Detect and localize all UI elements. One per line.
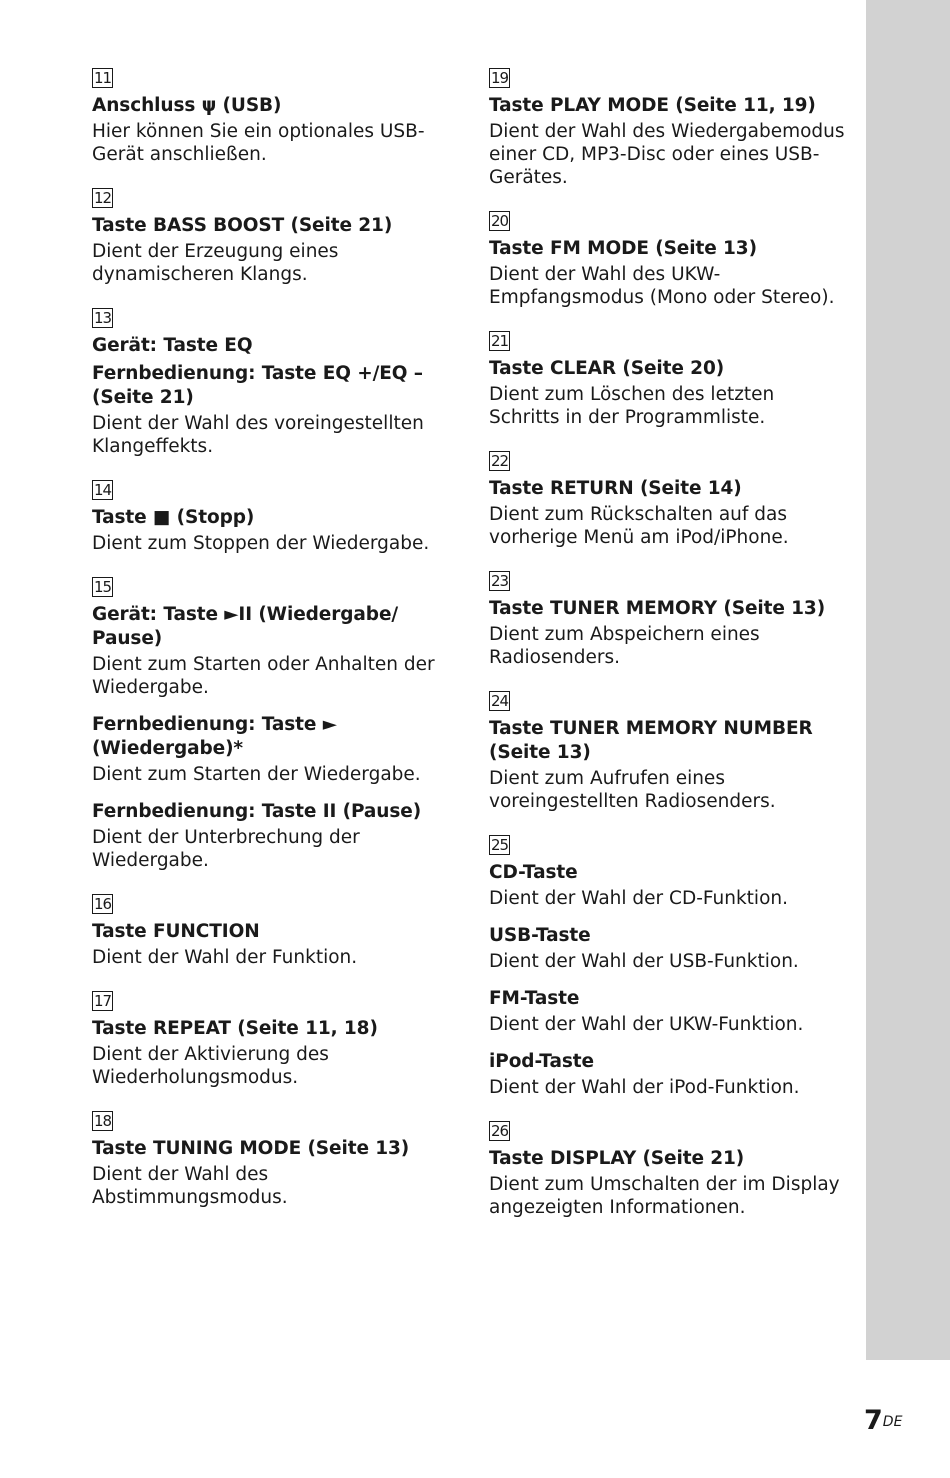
- item-description: Dient der Wahl des Abstimmungsmodus.: [92, 1164, 288, 1208]
- item-heading: Anschluss ψ (USB): [92, 95, 282, 116]
- item-heading: Taste CLEAR (Seite 20): [489, 358, 725, 379]
- item-number-box: 14: [94, 481, 112, 499]
- item-number-box: 19: [491, 69, 509, 87]
- item-description: Dient der Wahl des voreingestellten Klangeffekts.: [92, 413, 424, 457]
- item-11: [92, 68, 437, 166]
- item-number-box: 20: [491, 212, 509, 230]
- item-18: [92, 1111, 437, 1209]
- item-23: [489, 571, 849, 669]
- item-heading: Taste REPEAT (Seite 11, 18): [92, 1018, 378, 1039]
- item-16: [92, 894, 437, 969]
- item-description: Dient zum Starten der Wiedergabe.: [92, 764, 421, 785]
- item-heading: Fernbedienung: Taste II (Pause): [92, 801, 422, 822]
- item-description: Dient der Erzeugung eines dynamischeren Klangs.: [92, 241, 339, 285]
- item-heading: Taste TUNING MODE (Seite 13): [92, 1138, 410, 1159]
- item-description: Dient zum Aufrufen eines voreingestellten Radiosenders.: [489, 768, 776, 812]
- item-21: [489, 331, 849, 429]
- item-number-box: 23: [491, 572, 509, 590]
- item-description: Dient der Wahl des UKW-Empfangsmodus (Mono oder Stereo).: [489, 264, 835, 308]
- right-column: [489, 68, 849, 1241]
- item-number-box: 15: [94, 578, 112, 596]
- item-25: [489, 835, 849, 1099]
- item-description: Dient der Wahl der Funktion.: [92, 947, 358, 968]
- item-number-box: 16: [94, 895, 112, 913]
- item-24: [489, 691, 849, 813]
- item-description: Dient der Unterbrechung der Wiedergabe.: [92, 827, 360, 871]
- item-heading: CD-Taste: [489, 862, 578, 883]
- page-language: DE: [882, 1414, 903, 1430]
- item-number-box: 13: [94, 309, 112, 327]
- page-number-value: 7: [864, 1405, 883, 1436]
- item-heading: Taste TUNER MEMORY NUMBER (Seite 13): [489, 718, 813, 763]
- item-description: Dient zum Rückschalten auf das vorherige Menü am iPod/iPhone.: [489, 504, 789, 548]
- item-13: [92, 308, 437, 458]
- item-heading: USB-Taste: [489, 925, 591, 946]
- item-description: Dient der Wahl der UKW-Funktion.: [489, 1014, 804, 1035]
- page-number: [864, 1406, 902, 1436]
- item-12: [92, 188, 437, 286]
- item-14: [92, 480, 437, 555]
- item-heading: Fernbedienung: Taste EQ +/EQ – (Seite 21): [92, 363, 423, 408]
- item-heading: Taste ■ (Stopp): [92, 507, 255, 528]
- item-15: [92, 577, 437, 872]
- item-description: Dient der Wahl der CD-Funktion.: [489, 888, 788, 909]
- item-description: Dient der Wahl der iPod-Funktion.: [489, 1077, 800, 1098]
- item-22: [489, 451, 849, 549]
- item-heading: Taste FM MODE (Seite 13): [489, 238, 757, 259]
- item-heading: Fernbedienung: Taste ► (Wiedergabe)*: [92, 714, 337, 759]
- item-number-box: 11: [94, 69, 112, 87]
- item-number-box: 26: [491, 1122, 509, 1140]
- item-description: Dient der Aktivierung des Wiederholungsmodus.: [92, 1044, 329, 1088]
- item-description: Dient zum Abspeichern eines Radiosenders.: [489, 624, 760, 668]
- item-17: [92, 991, 437, 1089]
- item-heading: Taste DISPLAY (Seite 21): [489, 1148, 745, 1169]
- item-heading: Gerät: Taste EQ: [92, 335, 253, 356]
- left-column: [92, 68, 437, 1231]
- item-heading: Gerät: Taste ►II (Wiedergabe/ Pause): [92, 604, 399, 649]
- item-description: Dient zum Löschen des letzten Schritts in der Programmliste.: [489, 384, 775, 428]
- item-number-box: 17: [94, 992, 112, 1010]
- language-side-tab: [866, 0, 950, 1360]
- item-heading: FM-Taste: [489, 988, 580, 1009]
- item-description: Hier können Sie ein optionales USB-Gerät anschließen.: [92, 121, 425, 165]
- item-heading: Taste FUNCTION: [92, 921, 260, 942]
- item-description: Dient der Wahl des Wiedergabemodus einer CD, MP3-Disc oder eines USB-Gerätes.: [489, 121, 845, 188]
- item-heading: iPod-Taste: [489, 1051, 594, 1072]
- item-description: Dient zum Umschalten der im Display angezeigten Informationen.: [489, 1174, 840, 1218]
- item-number-box: 22: [491, 452, 509, 470]
- item-number-box: 24: [491, 692, 509, 710]
- item-26: [489, 1121, 849, 1219]
- item-20: [489, 211, 849, 309]
- item-heading: Taste BASS BOOST (Seite 21): [92, 215, 393, 236]
- item-number-box: 25: [491, 836, 509, 854]
- item-number-box: 21: [491, 332, 509, 350]
- item-heading: Taste TUNER MEMORY (Seite 13): [489, 598, 826, 619]
- item-19: [489, 68, 849, 189]
- item-number-box: 12: [94, 189, 112, 207]
- item-number-box: 18: [94, 1112, 112, 1130]
- item-heading: Taste RETURN (Seite 14): [489, 478, 742, 499]
- item-description: Dient der Wahl der USB-Funktion.: [489, 951, 799, 972]
- item-description: Dient zum Stoppen der Wiedergabe.: [92, 533, 430, 554]
- item-description: Dient zum Starten oder Anhalten der Wiedergabe.: [92, 654, 435, 698]
- item-heading: Taste PLAY MODE (Seite 11, 19): [489, 95, 816, 116]
